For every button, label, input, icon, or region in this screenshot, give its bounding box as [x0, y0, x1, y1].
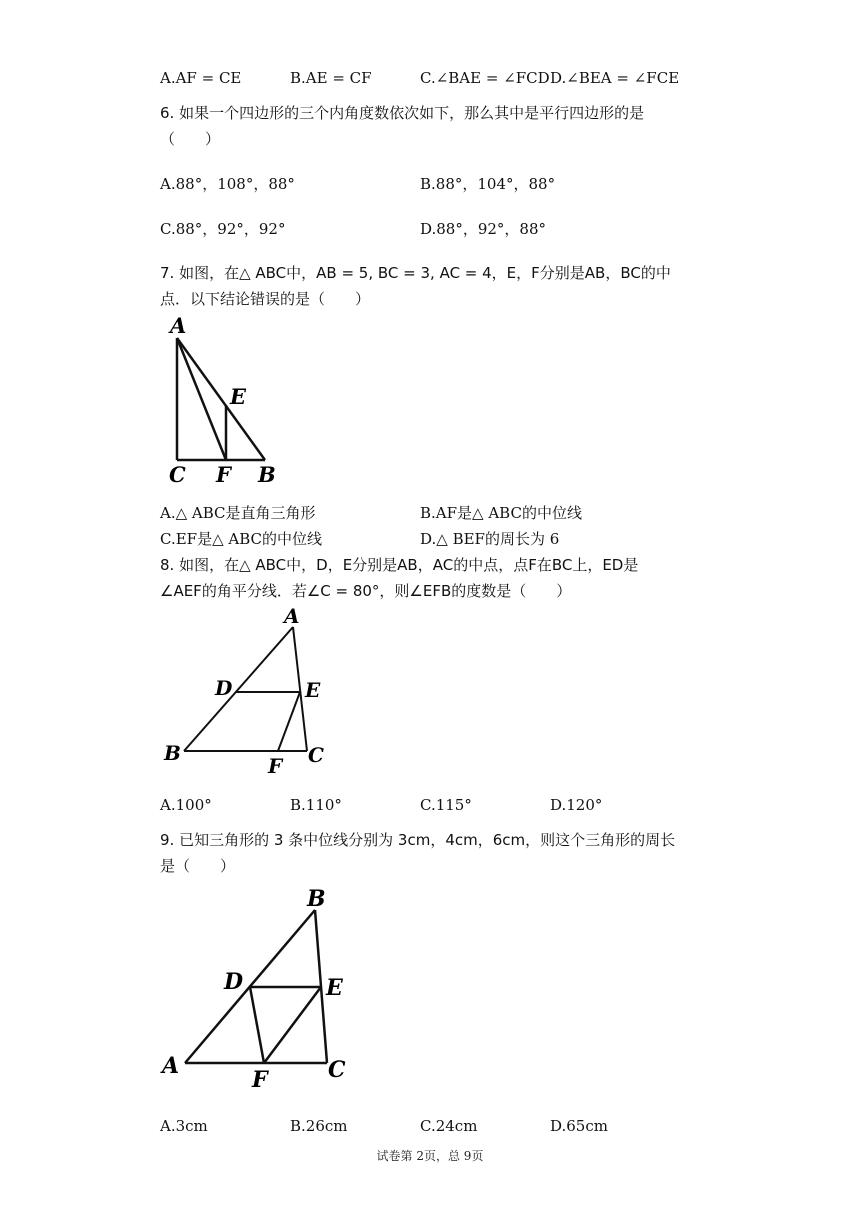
- q7-label-b: B: [258, 462, 276, 487]
- q9-segment-df: [250, 987, 264, 1063]
- q7-stem-line1: 7. 如图，在△ ABC中，AB = 5, BC = 3, AC = 4，E，F分别是AB，BC的中: [160, 264, 671, 282]
- q9-label-a: A: [162, 1053, 180, 1079]
- q9-segment-ef: [264, 987, 321, 1063]
- q7-option-d: D.△ BEF的周长为 6: [420, 530, 560, 548]
- q9-option-c: C.24cm: [420, 1117, 478, 1135]
- q9-label-d: D: [224, 969, 244, 995]
- q8-option-c: C.115°: [420, 796, 472, 814]
- q7-label-a: A: [170, 313, 187, 338]
- q9-option-d: D.65cm: [550, 1117, 608, 1135]
- q9-option-b: B.26cm: [290, 1117, 348, 1135]
- q9-label-c: C: [328, 1057, 346, 1083]
- q8-label-d: D: [215, 676, 233, 700]
- q8-label-c: C: [308, 743, 324, 767]
- q7-figure: [160, 312, 290, 488]
- q9-label-b: B: [307, 886, 326, 912]
- q8-side-ab: [184, 627, 293, 751]
- q7-label-c: C: [169, 462, 186, 487]
- q8-label-e: E: [305, 678, 321, 702]
- q8-option-b: B.110°: [290, 796, 342, 814]
- q8-figure: [160, 603, 340, 779]
- q6-option-d: D.88°，92°，88°: [420, 220, 547, 238]
- q5-option-a: A.AF = CE: [160, 69, 242, 87]
- q5-option-b: B.AE = CF: [290, 69, 372, 87]
- q9-figure: [160, 880, 360, 1095]
- q8-stem-line1: 8. 如图，在△ ABC中，D，E分别是AB，AC的中点，点F在BC上，ED是: [160, 556, 639, 574]
- q6-option-b: B.88°，104°，88°: [420, 175, 556, 193]
- q9-label-e: E: [326, 975, 343, 1001]
- q8-label-a: A: [284, 604, 300, 628]
- q8-option-d: D.120°: [550, 796, 603, 814]
- q5-option-d: D.∠BEA = ∠FCE: [550, 69, 680, 87]
- q9-stem-line1: 9. 已知三角形的 3 条中位线分别为 3cm，4cm，6cm，则这个三角形的周长: [160, 831, 676, 849]
- page-footer: 试卷第 2页，总 9页: [376, 1149, 484, 1163]
- q7-segment-af: [177, 338, 226, 460]
- q7-option-c: C.EF是△ ABC的中位线: [160, 530, 322, 548]
- q8-label-b: B: [164, 741, 181, 765]
- q7-option-b: B.AF是△ ABC的中位线: [420, 504, 582, 522]
- q7-side-ab: [177, 338, 265, 460]
- q9-label-f: F: [252, 1067, 268, 1093]
- q6-stem-line2: （ ）: [160, 130, 221, 148]
- q9-option-a: A.3cm: [160, 1117, 208, 1135]
- q8-option-a: A.100°: [160, 796, 212, 814]
- q6-stem-line1: 6. 如果一个四边形的三个内角度数依次如下，那么其中是平行四边形的是: [160, 104, 645, 122]
- q7-option-a: A.△ ABC是直角三角形: [160, 504, 316, 522]
- q8-label-f: F: [268, 754, 283, 778]
- q5-option-c: C.∠BAE = ∠FCD: [420, 69, 550, 87]
- q8-segment-ef: [278, 692, 300, 751]
- q9-stem-line2: 是（ ）: [160, 857, 236, 875]
- q7-stem-line2: 点．以下结论错误的是（ ）: [160, 290, 371, 308]
- q6-option-c: C.88°，92°，92°: [160, 220, 286, 238]
- q7-label-f: F: [216, 462, 231, 487]
- q7-label-e: E: [230, 384, 247, 409]
- q6-option-a: A.88°，108°，88°: [160, 175, 295, 193]
- q8-stem-line2: ∠AEF的角平分线．若∠C = 80°，则∠EFB的度数是（ ）: [160, 582, 572, 600]
